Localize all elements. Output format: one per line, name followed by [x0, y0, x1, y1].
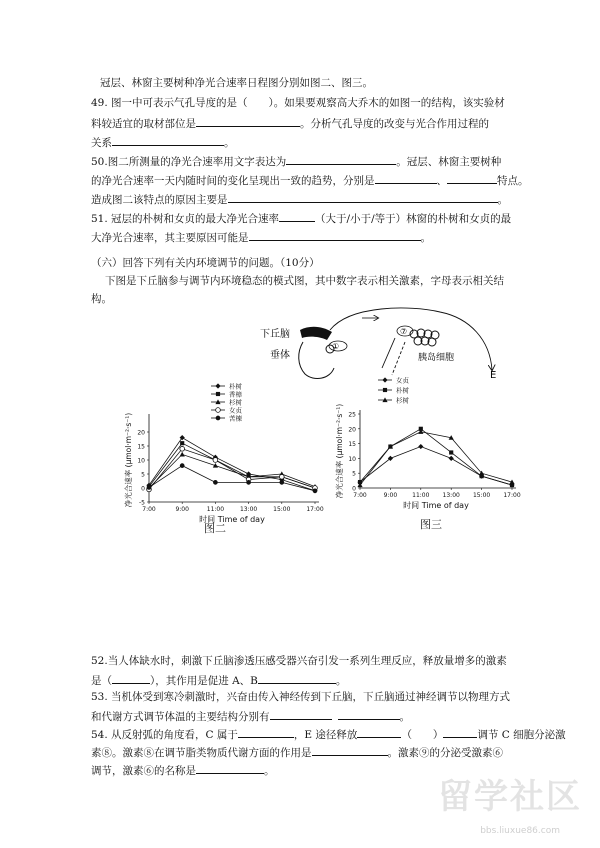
data-point [313, 488, 318, 493]
q54-blank-regulation[interactable] [443, 726, 477, 738]
hormone7-label: ⑦ [400, 327, 408, 336]
q54-line3: 调节，激素⑥的名称是 。 [91, 762, 275, 778]
islet-cell-label: 胰岛细胞 [418, 353, 455, 363]
q53-blank-physical[interactable] [270, 708, 332, 720]
data-point [213, 480, 218, 485]
y-axis-label: 净光合速率 (μmol·m⁻²·s⁻¹) [124, 412, 133, 508]
q50-line3: 造成图二该特点的原因主要是 。 [91, 191, 508, 207]
chart-figure-2 [115, 378, 340, 528]
series-line-2 [360, 432, 512, 485]
y-tick-label: 25 [348, 411, 356, 419]
x-tick-label: 15:00 [273, 506, 291, 513]
watermark-url: bbs.liuxue86.com [480, 826, 560, 836]
y-tick-label: 0 [141, 485, 145, 493]
data-point [279, 480, 284, 485]
legend-label: 女贞 [396, 376, 409, 385]
legend-marker [216, 416, 221, 421]
x-axis-label: 时间 Time of day [403, 501, 469, 510]
x-tick-label: 13:00 [442, 492, 460, 499]
legend-label: 杉树 [396, 396, 409, 405]
q53-blank-metabolic[interactable] [338, 708, 400, 720]
q54-blank-e-release[interactable] [357, 726, 401, 738]
intro-text: 冠层、林窗主要树种净光合速率日程图分别如图二、图三。 [100, 77, 373, 89]
q52-line1: 52.当人体缺水时，刺激下丘脑渗透压感受器兴奋引发一系列生理反应，释放量增多的激素 [91, 655, 507, 667]
legend-label: 朴树 [396, 386, 409, 395]
data-point [180, 446, 185, 451]
data-point [180, 435, 185, 440]
pathway-arrow-top [330, 308, 492, 370]
y-tick-label: 15 [348, 441, 356, 449]
data-point [147, 485, 152, 490]
data-point [279, 474, 284, 479]
q53-line2: 和代谢方式调节体温的主要结构分别有 。 [91, 708, 410, 724]
y-tick-label: -5 [139, 499, 145, 507]
data-point [449, 456, 454, 461]
q49-line2: 料较适宜的取材部位是 。分析气孔导度的改变与光合作用过程的 [91, 115, 489, 131]
y-tick-label: 20 [348, 426, 356, 434]
legend-label: 朴树 [229, 382, 242, 391]
x-tick-label: 15:00 [472, 492, 491, 499]
pituitary-label: 垂体 [270, 350, 290, 361]
nerve-line-2 [392, 342, 405, 375]
q52-blank-hormone[interactable] [112, 672, 150, 684]
section6-title: （六）回答下列有关内环境调节的问题。（10分） [91, 257, 320, 269]
x-tick-label: 11:00 [206, 506, 225, 513]
y-axis-label: 净光合速率 (μmol·m⁻²·s⁻¹) [335, 403, 344, 499]
q52-blank-effect[interactable] [258, 672, 336, 684]
x-tick-label: 9:00 [175, 506, 189, 513]
q50-line2: 的净光合速率一天内随时间的变化呈现出一致的趋势，分别是 、 特点。 [91, 172, 529, 188]
q51-line2: 大净光合速率，其主要原因可能是 。 [91, 229, 431, 245]
y-tick-label: 15 [137, 443, 145, 451]
series-line-0 [360, 447, 512, 485]
q52-line2: 是（ ），其作用是促进 A、B 。 [91, 672, 346, 688]
x-tick-label: 17:00 [306, 506, 324, 513]
series-line-3 [149, 449, 315, 490]
y-tick-label: 10 [137, 457, 145, 465]
legend-marker [215, 383, 220, 388]
legend-label: 香樟 [229, 390, 242, 399]
x-tick-label: 11:00 [412, 492, 430, 499]
q51-line1: 51. 冠层的朴树和女贞的最大净光合速率 （大于/小于/等于）林窗的朴树和女贞的最 [91, 210, 511, 226]
y-tick-label: 5 [141, 471, 145, 479]
figure-3-caption: 图三 [420, 518, 442, 531]
x-axis-label: 时间 Time of day [199, 515, 265, 524]
q54-blank-hormone-name[interactable] [196, 762, 264, 774]
q49-line3: 关系 。 [91, 134, 235, 150]
x-tick-label: 9:00 [383, 492, 398, 499]
series-line-0 [149, 438, 315, 491]
hypothalamus-shape [300, 327, 332, 340]
y-tick-label: 20 [137, 429, 145, 437]
islet-cell-cluster [410, 329, 439, 346]
data-point [180, 463, 185, 468]
legend-marker [216, 408, 221, 413]
data-point [213, 458, 218, 463]
legend-marker [383, 388, 387, 392]
q54-line2: 素⑧。激素⑧在调节脂类物质代谢方面的作用是 。激素⑨的分泌受激素⑥ [91, 744, 503, 760]
q49-line1: 49. 图一中可表示气孔导度的是（ ）。如果要观察高大乔木的如图一的结构，该实验材 [91, 97, 505, 109]
data-point [449, 450, 453, 454]
q54-line1: 54. 从反射弧的角度看，C 属于 ，E 途径释放 （ ） 调节 C 细胞分泌激 [91, 726, 566, 742]
q54-blank-effect[interactable] [312, 744, 388, 756]
figure-2-caption: 图二 [204, 522, 226, 535]
x-tick-label: 7:00 [353, 492, 367, 499]
hypothalamus-label: 下丘脑 [260, 329, 290, 340]
y-tick-label: 5 [352, 470, 356, 478]
section6-desc-line1: 下图是下丘脑参与调节内环境稳态的模式图，其中数字表示相关激素，字母表示相关结 [105, 275, 504, 287]
q53-line1: 53. 当机体受到寒冷刺激时，兴奋由传入神经传到下丘脑，下丘脑通过神经调节以物理方式 [91, 691, 511, 703]
x-tick-label: 17:00 [503, 492, 521, 499]
series-line-1 [360, 429, 512, 485]
legend-label: 女贞 [229, 406, 242, 415]
data-point [246, 480, 251, 485]
q50-line1: 50.图二所测量的净光合速率用文字表达为 。冠层、林窗主要树种 [91, 153, 501, 169]
nerve-line-1 [382, 338, 395, 368]
hormone1-label: ① [332, 342, 340, 351]
legend-marker [382, 377, 387, 382]
regulation-diagram [0, 0, 600, 400]
section6-desc-line2: 构。 [91, 293, 112, 305]
data-point [418, 444, 423, 449]
data-point [180, 452, 185, 457]
pituitary-outline [299, 342, 334, 379]
watermark-logo: 留学社区 [438, 777, 582, 817]
data-point [180, 441, 184, 445]
y-tick-label: 0 [352, 485, 356, 493]
legend-label: 杉树 [229, 398, 242, 407]
legend-label: 苦楝 [229, 414, 242, 423]
structure-e-label: E [490, 370, 497, 381]
q54-blank-c-role[interactable] [238, 726, 294, 738]
y-tick-label: 10 [348, 455, 356, 463]
chart-figure-3 [335, 372, 528, 517]
x-tick-label: 7:00 [142, 506, 156, 513]
x-tick-label: 13:00 [239, 506, 258, 513]
legend-marker [216, 392, 220, 396]
